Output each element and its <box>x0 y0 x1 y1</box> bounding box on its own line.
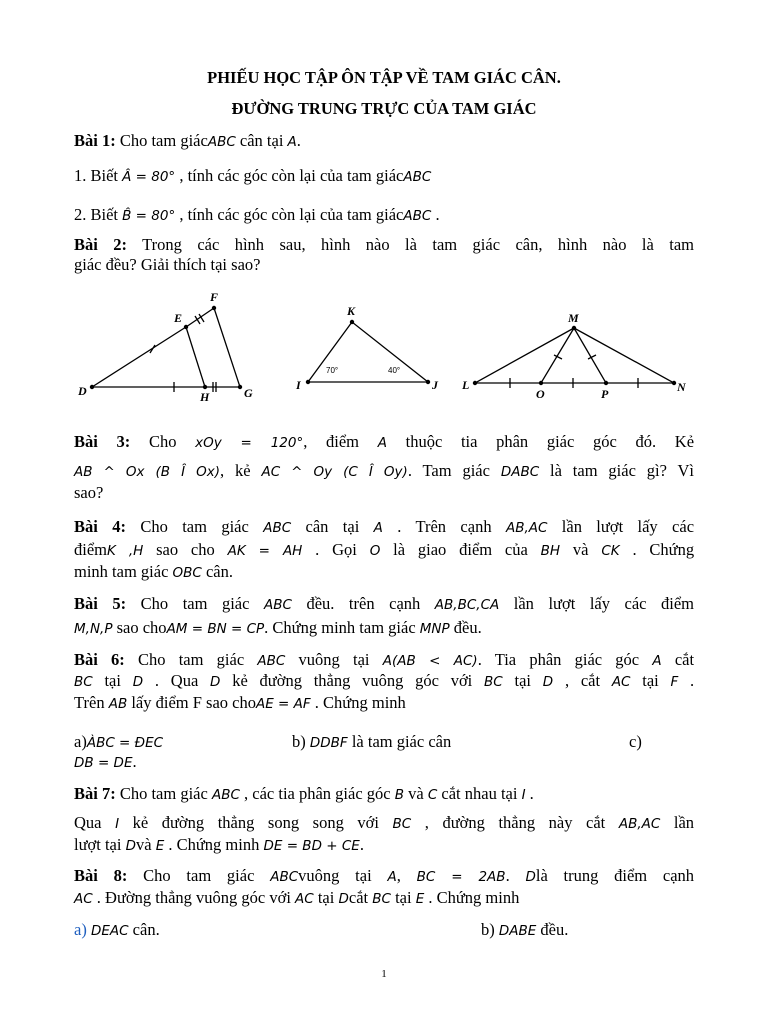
bai6-label: Bài 6: <box>74 650 125 669</box>
bai6-part-c-statement: DB = DE. <box>74 752 137 771</box>
label-K: K <box>347 304 356 318</box>
bai2-label: Bài 2: <box>74 235 128 254</box>
title-line-1: PHIẾU HỌC TẬP ÔN TẬP VỀ TAM GIÁC CÂN. <box>207 68 561 87</box>
bai3-line-1: Bài 3: Cho xOy = 120°, điểm A thuộc tia phân giác góc đó. Kẻ <box>74 432 695 451</box>
bai3-label: Bài 3: <box>74 432 131 451</box>
label-P: P <box>601 387 609 401</box>
bai3-line-2: AB ^ Ox (B Î Ox), kẻ AC ^ Oy (C Î Oy). Tam giác DABC là tam giác gì? Vì <box>74 461 695 480</box>
bai2-figures <box>0 285 768 410</box>
label-I: I <box>296 378 301 392</box>
page-number: 1 <box>381 968 387 980</box>
label-M: M <box>568 311 579 325</box>
label-L: L <box>462 378 470 392</box>
bai8-line-2: AC . Đường thẳng vuông góc với AC tại Dcắt BC tại E . Chứng minh <box>74 888 520 907</box>
bai6-line-2: BC tại D . Qua D kẻ đường thẳng vuông góc với BC tại D , cắt AC tại F . <box>74 671 695 690</box>
angle-I: 70° <box>326 366 339 375</box>
bai6-part-c: c) <box>629 732 642 751</box>
label-O: O <box>536 387 545 401</box>
bai4-line-2: điểmK ,H sao cho AK = AH . Gọi O là giao điểm của BH và CK . Chứng <box>74 540 695 559</box>
bai8-part-a: a) DEAC cân. <box>74 920 160 939</box>
bai5-line-2: M,N,P sao choAM = BN = CP. Chứng minh tam giác MNP đều. <box>74 618 482 637</box>
bai7-label: Bài 7: <box>74 784 116 803</box>
label-N: N <box>677 380 686 394</box>
bai5-label: Bài 5: <box>74 594 127 613</box>
label-F: F <box>210 290 219 304</box>
bai4-line-3: minh tam giác OBC cân. <box>74 562 234 581</box>
bai2-line-2: giác đều? Giải thích tại sao? <box>74 255 261 274</box>
bai7-line-1: Bài 7: Cho tam giác ABC , các tia phân giác góc B và C cắt nhau tại I . <box>74 784 534 803</box>
bai7-line-2: Qua I kẻ đường thẳng song song với BC , đường thẳng này cắt AB,AC lần <box>74 813 695 832</box>
bai1-question-2: 2. Biết B̂ = 80° , tính các góc còn lại của tam giácABC . <box>74 205 440 224</box>
bai3-line-3: sao? <box>74 483 104 502</box>
bai7-line-3: lượt tại Dvà E . Chứng minh DE = BD + CE. <box>74 835 364 854</box>
bai1-label: Bài 1: <box>74 131 116 150</box>
bai2-line-1: Bài 2: Trong các hình sau, hình nào là tam giác cân, hình nào là tam <box>74 235 694 254</box>
bai5-line-1: Bài 5: Cho tam giác ABC đều. trên cạnh AB,BC,CA lần lượt lấy các điểm <box>74 594 695 613</box>
bai6-line-1: Bài 6: Cho tam giác ABC vuông tại A(AB < AC). Tia phân giác góc A cắt <box>74 650 695 669</box>
bai8-label: Bài 8: <box>74 866 128 885</box>
bai1-question-1: 1. Biết Â = 80° , tính các góc còn lại của tam giácABC <box>74 166 432 185</box>
bai8-line-1: Bài 8: Cho tam giác ABCvuông tại A, BC = 2AB. Dlà trung điểm cạnh <box>74 866 695 885</box>
bai6-part-a: a)ÀBC = ĐEC <box>74 732 164 751</box>
bai8-part-b: b) DABE đều. <box>481 920 569 939</box>
bai6-line-3: Trên AB lấy điểm F sao choAE = AF . Chứng minh <box>74 693 406 712</box>
angle-J: 40° <box>388 366 401 375</box>
bai6-part-b: b) DDBF là tam giác cân <box>292 732 452 751</box>
title-line-2: ĐƯỜNG TRUNG TRỰC CỦA TAM GIÁC <box>231 99 537 118</box>
label-D: D <box>78 384 87 398</box>
label-G: G <box>244 386 253 400</box>
bai4-label: Bài 4: <box>74 517 126 536</box>
bai1-stem: Bài 1: Cho tam giácABC cân tại A. <box>74 131 301 150</box>
label-J: J <box>432 378 438 392</box>
figure-3 <box>475 328 674 388</box>
label-E: E <box>174 311 183 325</box>
label-H: H <box>200 390 210 404</box>
figure-1 <box>92 308 240 392</box>
bai4-line-1: Bài 4: Cho tam giác ABC cân tại A . Trên cạnh AB,AC lần lượt lấy các <box>74 517 695 536</box>
